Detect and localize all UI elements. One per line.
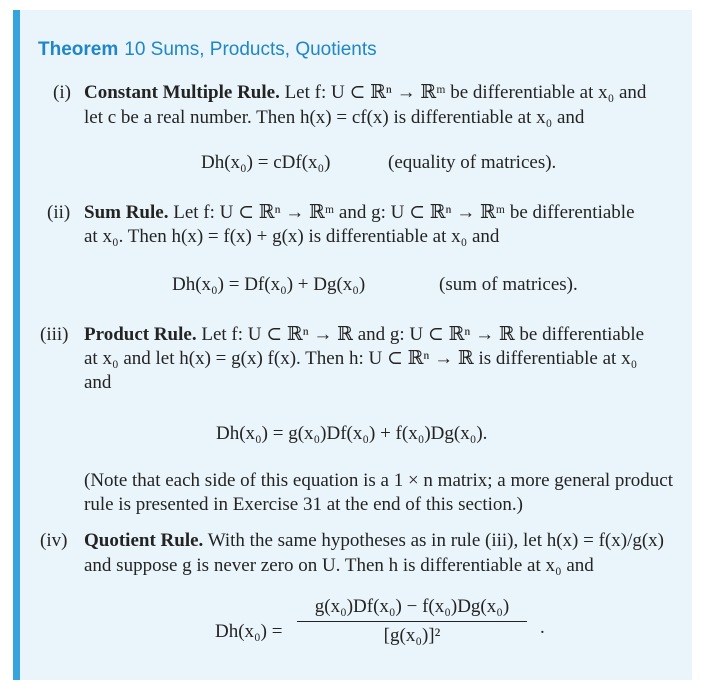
rule-iv-name: Quotient Rule. xyxy=(84,530,204,551)
rule-ii-text1: Let f: U ⊂ ℝⁿ → ℝᵐ and g: U ⊂ ℝⁿ → ℝᵐ be differentiable xyxy=(168,202,635,223)
theorem-heading xyxy=(38,39,377,61)
rule-i-name: Constant Multiple Rule. xyxy=(84,82,280,103)
rule-i-number: (i) xyxy=(53,82,71,103)
rule-iii-text1: Let f: U ⊂ ℝⁿ → ℝ and g: U ⊂ ℝⁿ → ℝ be differentiable xyxy=(196,324,645,345)
rule-iv-lhs: Dh(x₀) = xyxy=(215,621,283,642)
rule-iii-number: (iii) xyxy=(40,324,69,345)
rule-iii-line3: and xyxy=(84,372,112,393)
rule-iv-line2: and suppose g is never zero on U. Then h is differentiable at x₀ and xyxy=(84,555,594,576)
rule-i-text1: Let f: U ⊂ ℝⁿ → ℝᵐ be differentiable at x₀ and xyxy=(279,82,647,103)
theorem-title: 10 Sums, Products, Quotients xyxy=(124,39,377,60)
rule-iv-fraction xyxy=(297,596,527,647)
theorem-box xyxy=(13,10,692,680)
rule-iii-formula: Dh(x₀) = g(x₀)Df(x₀) + f(x₀)Dg(x₀). xyxy=(216,423,488,444)
rule-iv-number: (iv) xyxy=(40,530,68,551)
rule-i-note: (equality of matrices). xyxy=(388,152,557,173)
rule-ii-line2: at x₀. Then h(x) = f(x) + g(x) is differentiable at x₀ and xyxy=(84,226,500,247)
theorem-label: Theorem xyxy=(38,39,119,60)
rule-iii-line2: at x₀ and let h(x) = g(x) f(x). Then h: U ⊂ ℝⁿ → ℝ is differentiable at x₀ xyxy=(84,348,638,369)
rule-ii-note: (sum of matrices). xyxy=(439,274,578,295)
rule-i-line1 xyxy=(84,82,646,104)
rule-iv-line1 xyxy=(84,530,664,552)
rule-iii-remark1: (Note that each side of this equation is a 1 × n matrix; a more general product xyxy=(84,470,673,491)
rule-ii-name: Sum Rule. xyxy=(84,202,169,223)
rule-iii-name: Product Rule. xyxy=(84,324,197,345)
rule-i-formula: Dh(x₀) = cDf(x₀) xyxy=(201,152,331,173)
rule-ii-formula: Dh(x₀) = Df(x₀) + Dg(x₀) xyxy=(172,274,366,295)
rule-iv-numerator: g(x₀)Df(x₀) − f(x₀)Dg(x₀) xyxy=(297,596,527,622)
rule-ii-number: (ii) xyxy=(47,202,71,223)
rule-iii-line1 xyxy=(84,324,644,346)
rule-iv-period: . xyxy=(540,617,545,638)
rule-iv-denominator: [g(x₀)]² xyxy=(383,625,441,646)
rule-iii-remark2: rule is presented in Exercise 31 at the end of this section.) xyxy=(84,494,523,515)
rule-ii-line1 xyxy=(84,202,635,224)
rule-i-line2: let c be a real number. Then h(x) = cf(x) is differentiable at x₀ and xyxy=(84,107,585,128)
rule-iv-text1: With the same hypotheses as in rule (iii), let h(x) = f(x)/g(x) xyxy=(203,530,665,551)
